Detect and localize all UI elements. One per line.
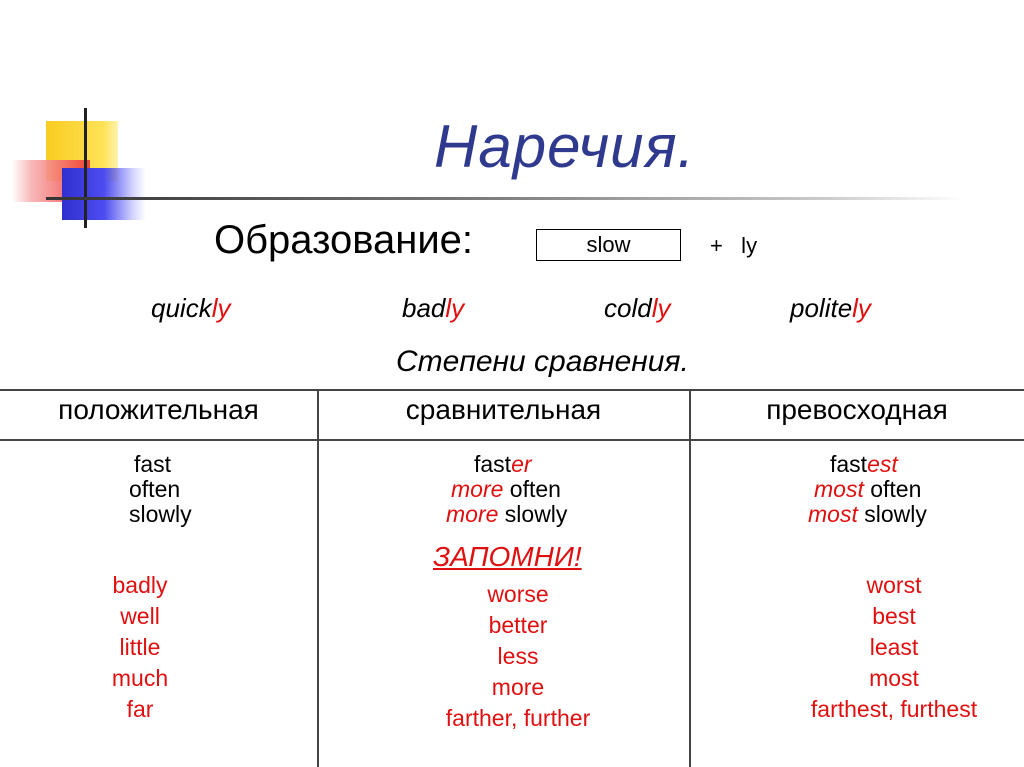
superlative-irregular-list bbox=[784, 570, 1004, 725]
list-item: badly bbox=[112, 572, 168, 598]
table-column-divider-2 bbox=[689, 389, 691, 767]
table-column-divider-1 bbox=[317, 389, 319, 767]
list-item: farther, further bbox=[445, 705, 591, 731]
table-top-border bbox=[0, 389, 1024, 391]
header-comparative: сравнительная bbox=[405, 394, 602, 425]
list-item: better bbox=[488, 612, 548, 638]
list-item: least bbox=[869, 634, 919, 660]
header-positive: положительная bbox=[58, 394, 259, 425]
list-item: farthest, furthest bbox=[810, 696, 978, 722]
formation-suffix: + ly bbox=[710, 233, 758, 258]
superlative-most-slowly: most slowly bbox=[808, 501, 927, 527]
list-item: well bbox=[120, 603, 160, 629]
example-politely: politely bbox=[790, 293, 871, 323]
positive-irregular-list bbox=[80, 570, 200, 725]
positive-slowly: slowly bbox=[129, 501, 192, 527]
positive-fast: fast bbox=[134, 451, 172, 477]
superlative-most-often: most often bbox=[814, 476, 922, 502]
list-item: far bbox=[126, 696, 154, 722]
list-item: worst bbox=[866, 572, 922, 598]
page-title: Наречия. bbox=[434, 113, 696, 180]
list-item: best bbox=[872, 603, 916, 629]
list-item: less bbox=[497, 643, 539, 669]
comparative-more-slowly: more slowly bbox=[446, 501, 568, 527]
table-header-border bbox=[0, 439, 1024, 441]
positive-often: often bbox=[129, 476, 181, 502]
comparative-faster: faster bbox=[474, 451, 532, 477]
comparative-more-often: more often bbox=[451, 476, 561, 502]
list-item: worse bbox=[487, 581, 549, 607]
list-item: most bbox=[869, 665, 919, 691]
title-underline-divider bbox=[46, 197, 966, 200]
formation-word-box: slow bbox=[536, 229, 681, 261]
comparative-irregular-list bbox=[418, 579, 618, 734]
superlative-fastest: fastest bbox=[830, 451, 898, 477]
formation-label: Образование: bbox=[214, 218, 474, 262]
comparison-subtitle: Степени сравнения. bbox=[396, 345, 689, 378]
example-coldly: coldly bbox=[604, 293, 671, 323]
list-item: little bbox=[119, 634, 161, 660]
header-superlative: превосходная bbox=[766, 394, 948, 425]
list-item: more bbox=[491, 674, 545, 700]
example-badly: badly bbox=[402, 293, 465, 323]
example-quickly: quickly bbox=[151, 293, 231, 323]
logo-blue-square bbox=[62, 168, 146, 220]
logo-vertical-line bbox=[84, 108, 87, 228]
list-item: much bbox=[111, 665, 169, 691]
remember-note: ЗАПОМНИ! bbox=[433, 541, 582, 572]
